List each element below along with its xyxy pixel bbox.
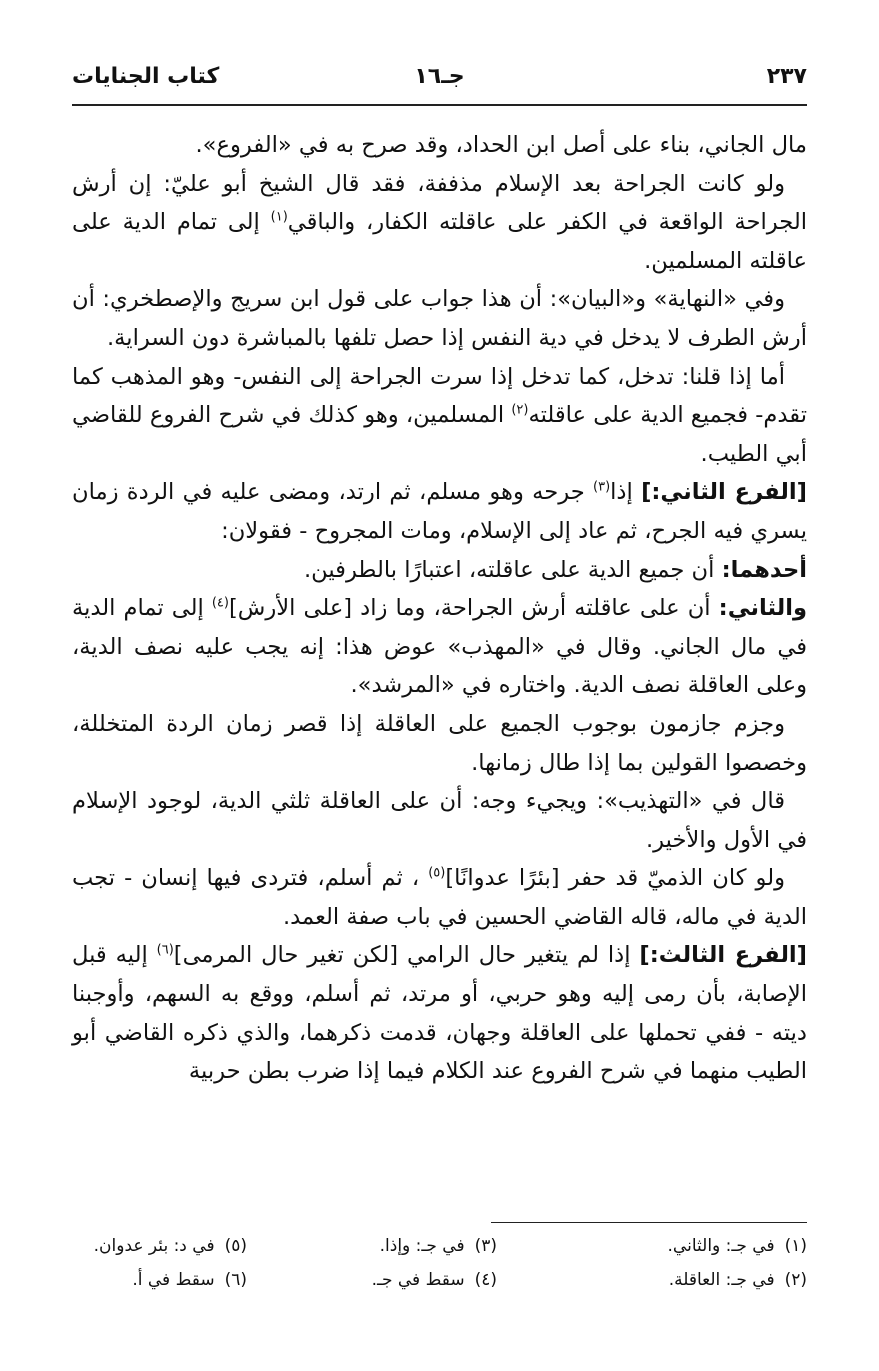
footnote bbox=[669, 1270, 807, 1290]
footnotes bbox=[72, 1236, 807, 1316]
paragraph-text: ولو كانت الجراحة بعد الإسلام مذففة، فقد قال الشيخ أبو عليّ: إن أرش الجراحة الواقعة في الكفر على عاقلته الكفار، والباقي bbox=[72, 170, 807, 236]
footnote-number: (٢) bbox=[784, 1270, 807, 1290]
paragraph-text: إلى تمام الدية في مال الجاني. وقال في «المهذب» عوض هذا: إنه يجب عليه نصف الدية، وعلى العاقلة نصف الدية. واختاره في «المرشد». bbox=[72, 595, 807, 699]
paragraph bbox=[72, 126, 807, 165]
volume-label: جـ١٦ bbox=[414, 64, 465, 89]
page-number: ٢٣٧ bbox=[766, 64, 807, 89]
footnote-text: في د: بئر عدوان. bbox=[93, 1236, 215, 1256]
paragraph bbox=[72, 936, 807, 1090]
paragraph-text: أما إذا قلنا: تدخل، كما تدخل إذا سرت الجراحة إلى النفس- وهو المذهب كما تقدم- فجميع الدية على عاقلته bbox=[72, 363, 807, 429]
paragraph-text: جرحه وهو مسلم، ثم ارتد، ومضى عليه في الردة زمان يسري فيه الجرح، ثم عاد إلى الإسلام، ومات المجروح - فقولان: bbox=[72, 479, 807, 544]
footnote-text: في جـ: والثاني. bbox=[667, 1236, 775, 1256]
paragraph-text: أن جميع الدية على عاقلته، اعتبارًا بالطرفين. bbox=[303, 556, 722, 583]
paragraph bbox=[72, 165, 807, 281]
paragraph bbox=[72, 280, 807, 357]
paragraph bbox=[72, 551, 807, 590]
footnote-ref: (٢) bbox=[511, 402, 529, 418]
paragraph bbox=[72, 782, 807, 859]
footnote-ref: (٦) bbox=[156, 942, 174, 958]
paragraph-text: مال الجاني، بناء على أصل ابن الحداد، وقد صرح به في «الفروع». bbox=[195, 132, 807, 158]
paragraph-text: أن على عاقلته أرش الجراحة، وما زاد [على الأرش] bbox=[228, 595, 719, 622]
section-label: [الفرع الثالث:] bbox=[639, 942, 807, 969]
footnote-ref: (٤) bbox=[211, 595, 229, 611]
main-text bbox=[72, 126, 807, 1091]
footnote-number: (١) bbox=[784, 1236, 807, 1256]
footnote bbox=[372, 1270, 497, 1290]
footnote-number: (٦) bbox=[224, 1270, 247, 1290]
footnote bbox=[668, 1236, 807, 1256]
section-label: [الفرع الثاني:] bbox=[641, 479, 807, 506]
paragraph bbox=[72, 859, 807, 936]
paragraph-text: إليه قبل الإصابة، بأن رمى إليه وهو حربي، أو مرتد، ثم أسلم، ووقع به السهم، وأوجبنا ديته - ففي تحملها على العاقلة وجهان، قدمت ذكرهما، والذي ذكره القاضي أبو الطيب منهما في شرح الفروع عند الكلام فيما إذا ضرب بطن حربية bbox=[72, 942, 807, 1085]
footnote-ref: (٣) bbox=[593, 479, 611, 495]
paragraph-text: المسلمين، وهو كذلك في شرح الفروع للقاضي أبي الطيب. bbox=[72, 402, 807, 467]
paragraph bbox=[72, 358, 807, 474]
book-title: كتاب الجنايات bbox=[72, 64, 220, 89]
footnote bbox=[94, 1236, 247, 1256]
opinion-label: أحدهما: bbox=[721, 556, 807, 583]
footnote bbox=[132, 1270, 247, 1290]
footnote-number: (٤) bbox=[474, 1270, 497, 1290]
opinion-label: والثاني: bbox=[718, 595, 808, 622]
footnote-text: سقط في جـ. bbox=[371, 1270, 465, 1290]
header-divider bbox=[72, 104, 807, 106]
footnote-number: (٣) bbox=[474, 1236, 497, 1256]
footnote-text: في جـ: العاقلة. bbox=[668, 1270, 775, 1290]
footnote-ref: (١) bbox=[270, 209, 288, 225]
paragraph-text: ، ثم أسلم، فتردى فيها إنسان - تجب الدية في ماله، قاله القاضي الحسين في باب صفة العمد. bbox=[72, 865, 807, 930]
paragraph bbox=[72, 705, 807, 782]
footnote-text: في جـ: وإذا. bbox=[379, 1236, 465, 1256]
footnote-divider bbox=[491, 1222, 807, 1223]
footnote bbox=[380, 1236, 497, 1256]
footnote-number: (٥) bbox=[224, 1236, 247, 1256]
footnote-text: سقط في أ. bbox=[132, 1270, 215, 1290]
paragraph-text: إذا لم يتغير حال الرامي [لكن تغير حال المرمى] bbox=[173, 942, 640, 969]
paragraph-text: وجزم جازمون بوجوب الجميع على العاقلة إذا قصر زمان الردة المتخللة، وخصصوا القولين بما إذا طال زمانها. bbox=[72, 710, 807, 776]
footnote-ref: (٥) bbox=[428, 865, 446, 881]
paragraph bbox=[72, 473, 807, 550]
paragraph bbox=[72, 589, 807, 705]
paragraph-text: إلى تمام الدية على عاقلته المسلمين. bbox=[72, 209, 807, 274]
paragraph-text: وفي «النهاية» و«البيان»: أن هذا جواب على قول ابن سريج والإصطخري: أن أرش الطرف لا يدخل في دية النفس إذا حصل تلفها بالمباشرة دون السراية. bbox=[72, 286, 807, 351]
paragraph-text: ولو كان الذميّ قد حفر [بئرًا عدوانًا] bbox=[445, 865, 786, 892]
paragraph-text: إذا bbox=[610, 479, 642, 506]
paragraph-text: قال في «التهذيب»: ويجيء وجه: أن على العاقلة ثلثي الدية، لوجود الإسلام في الأول والأخير. bbox=[72, 788, 807, 853]
page-header bbox=[72, 64, 807, 104]
